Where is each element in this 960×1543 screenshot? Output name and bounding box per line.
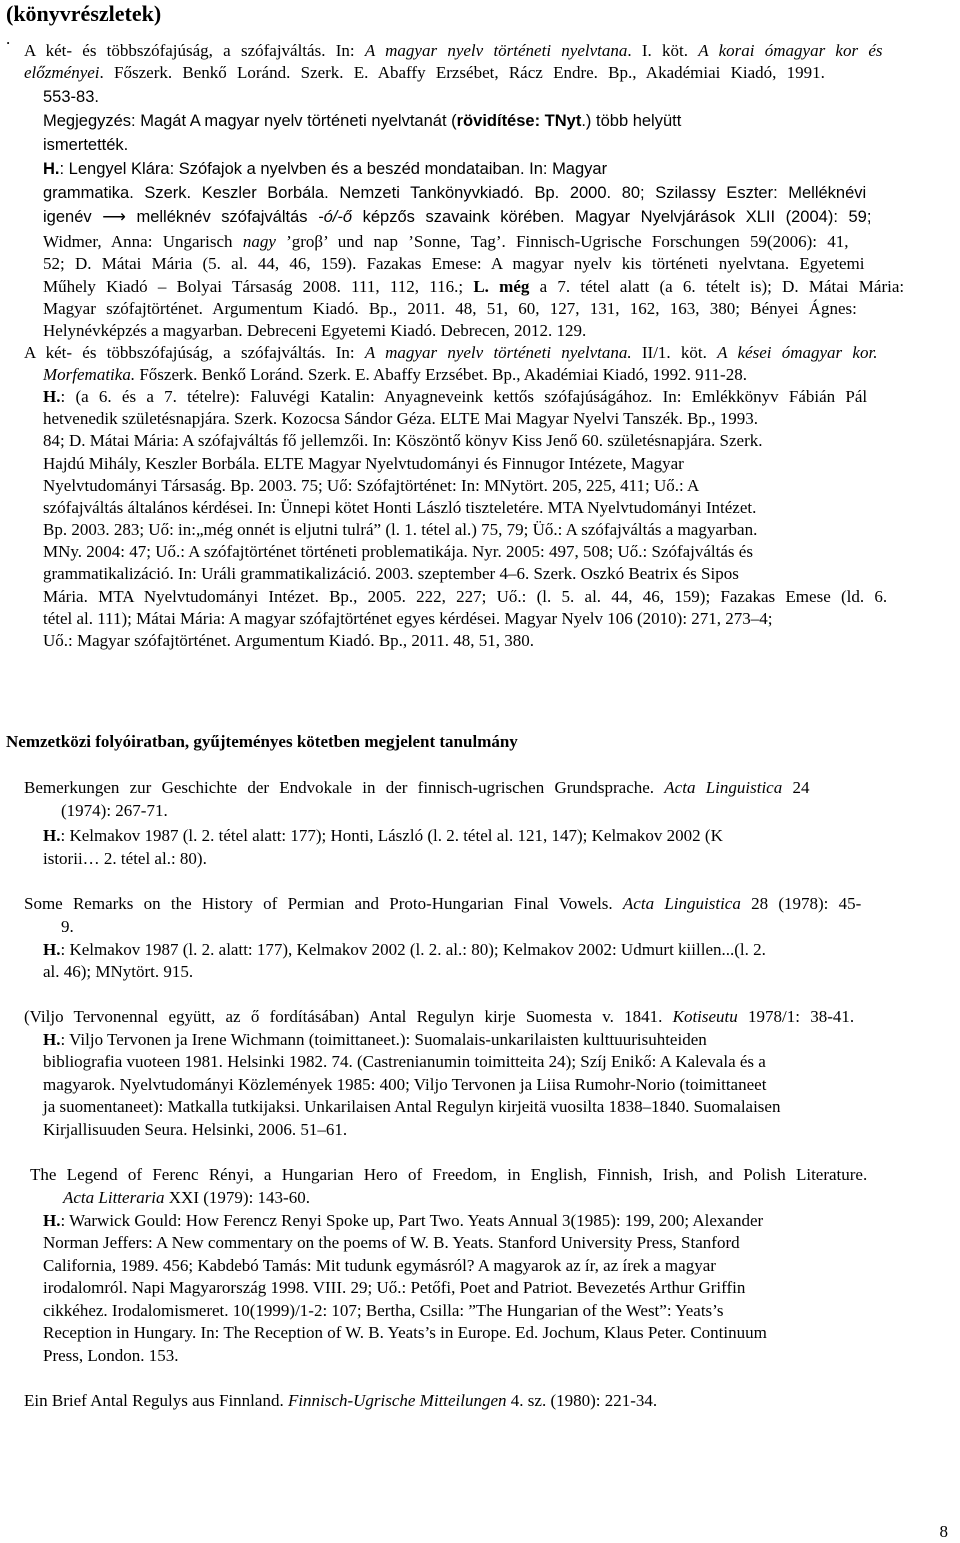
section-title: Nemzetközi folyóiratban, gyűjteményes kötetben megjelent tanulmány [6, 732, 518, 751]
text-line [43, 1345, 179, 1367]
text-segment: hetvenedik születésnapjára. Szerk. Kozocsa Sándor Géza. ELTE Mai Magyar Nyelvi Tanszék. Bp., 1993. [43, 409, 758, 428]
text-line [43, 630, 534, 652]
stray-dot: . [6, 29, 11, 48]
text-line [43, 364, 747, 386]
text-line [24, 40, 883, 62]
text-line [24, 777, 809, 799]
text-segment: tétel al. 111); Mátai Mária: A magyar szófajtörténet egyes kérdései. Magyar Nyelv 106 (2010): 271, 273–4; [43, 609, 773, 628]
text-segment: II/1. köt. [631, 343, 718, 362]
text-segment: Mária. MTA Nyelvtudományi Intézet. Bp., 2005. 222, 227; Uő.: (l. 5. al. 44, 46, 159); Fazakas Emese (ld. 6. [43, 587, 888, 606]
text-line [43, 276, 904, 298]
text-line [43, 939, 766, 961]
text-line [43, 1232, 740, 1254]
text-line [30, 1164, 867, 1186]
text-line [43, 1322, 767, 1344]
page-heading: (könyvrészletek) [6, 1, 162, 26]
text-line [43, 586, 887, 608]
text-line [43, 825, 723, 847]
text-segment: : Kelmakov 1987 (l. 2. alatt: 177), Kelmakov 2002 (l. 2. al.: 80); Kelmakov 2002: Udmurt kiillen...(l. 2. [60, 940, 766, 959]
text-line [43, 1029, 707, 1051]
text-segment: 24 [782, 778, 810, 797]
italic-text: -ó/-ő [318, 208, 353, 226]
italic-text: A magyar nyelv történeti nyelvtana [364, 41, 628, 60]
text-line [43, 497, 756, 519]
text-segment: istorii… 2. tétel al.: 80). [43, 849, 207, 868]
text-segment: képzős szavaink körében. Magyar Nyelvjárások XLII (2004): 59; [352, 208, 872, 226]
text-segment: Főszerk. Benkő Loránd. Szerk. E. Abaffy Erzsébet. Bp., Akadémiai Kiadó, 1992. 911-28. [135, 365, 747, 384]
text-segment: Ein Brief Antal Regulys aus Finnland. [24, 1391, 288, 1410]
text-line [43, 231, 849, 253]
text-segment: Magyar szófajtörténet. Argumentum Kiadó. Bp., 2011. 48, 51, 60, 127, 131, 162, 163, 380; Bényei Ágnes: [43, 299, 857, 318]
text-segment: ’groβ’ und nap ’Sonne, Tag’. Finnisch-Ugrische Forschungen 59(2006): 41, [275, 232, 849, 251]
text-segment: bibliografia vuoteen 1981. Helsinki 1982. 74. (Castrenianumin toimitteita 24); Szíj Enikő: A Kalevala és a [43, 1052, 766, 1071]
text-segment: XXI (1979): 143-60. [164, 1188, 310, 1207]
text-segment: California, 1989. 456; Kabdebó Tamás: Mit tudunk egymásról? A magyarok az ír, az írek a magyar [43, 1256, 716, 1275]
bold-text: L. még [473, 277, 530, 296]
text-line [43, 1300, 724, 1322]
text-segment: Widmer, Anna: Ungarisch [43, 232, 243, 251]
text-line [43, 253, 864, 275]
text-segment: ismertették. [43, 136, 129, 154]
text-segment: : Viljo Tervonen ja Irene Wichmann (toimittaneet.): Suomalais-unkarilaisten kulttuurisuhteiden [60, 1030, 707, 1049]
text-segment: . I. köt. [627, 41, 699, 60]
italic-text: Acta Linguistica [664, 778, 783, 797]
italic-text: előzményei [24, 63, 100, 82]
text-line [24, 1006, 854, 1028]
text-line [43, 1210, 763, 1232]
text-line [43, 134, 128, 156]
text-segment: 9. [61, 917, 74, 936]
text-line [43, 86, 99, 108]
text-segment: igenév ⟶ melléknév szófajváltás [43, 208, 319, 226]
text-line [43, 1096, 780, 1118]
text-line [24, 893, 861, 915]
italic-text: Morfematika. [43, 365, 136, 384]
italic-text: Acta Linguistica [622, 894, 741, 913]
text-segment: . Főszerk. Benkő Loránd. Szerk. E. Abaffy Erzsébet, Rácz Endre. Bp., Akadémiai Kiadó, 1991. [99, 63, 825, 82]
bold-text: H. [43, 160, 60, 178]
text-segment: : (a 6. és a 7. tételre): Faluvégi Katalin: Anyagneveink kettős szófajúságához. In: Emlékkönyv Fábián Pál [60, 387, 868, 406]
bold-text: H. [43, 1030, 61, 1049]
text-line [43, 1119, 347, 1141]
text-segment: Uő.: Magyar szófajtörténet. Argumentum Kiadó. Bp., 2011. 48, 51, 380. [43, 631, 535, 650]
text-segment: .) több helyütt [581, 112, 682, 130]
text-line [43, 1277, 745, 1299]
text-line [61, 916, 74, 938]
text-line [43, 298, 857, 320]
text-segment: : Lengyel Klára: Szófajok a nyelvben és a beszéd mondataiban. In: Magyar [59, 160, 608, 178]
italic-text: Finnisch-Ugrische Mitteilungen [287, 1391, 507, 1410]
text-line [43, 206, 871, 228]
bold-text: H. [43, 826, 61, 845]
text-line [43, 453, 684, 475]
text-segment: Bemerkungen zur Geschichte der Endvokale in der finnisch-ugrischen Grundsprache. [24, 778, 665, 797]
text-line [43, 475, 699, 497]
text-line [24, 342, 877, 364]
text-segment: al. 46); MNytört. 915. [43, 962, 194, 981]
italic-text: Acta Litteraria [63, 1188, 165, 1207]
text-segment: : Kelmakov 1987 (l. 2. tétel alatt: 177); Honti, László (l. 2. tétel al. 121, 147); Kelmakov 2002 (K [60, 826, 723, 845]
text-segment: szófajváltás általános kérdései. In: Ünnepi kötet Honti László tiszteletére. MTA Nyelvtudományi Intézet. [43, 498, 757, 517]
text-segment: A két- és többszófajúság, a szófajváltás. In: [24, 343, 365, 362]
text-line [43, 1255, 716, 1277]
italic-text: Kotiseutu [672, 1007, 738, 1026]
text-line [43, 110, 681, 132]
text-segment: Press, London. 153. [43, 1346, 179, 1365]
text-segment: Műhely Kiadó – Bolyai Társaság 2008. 111, 112, 116.; [43, 277, 474, 296]
text-line [63, 1187, 310, 1209]
text-line [43, 608, 773, 630]
text-segment: a 7. tétel alatt (a 6. tételt is); D. Mátai Mária: [529, 277, 905, 296]
text-segment: 84; D. Mátai Mária: A szófajváltás fő jellemzői. In: Köszöntő könyv Kiss Jenő 60. születésnapjára. Szerk. [43, 431, 763, 450]
text-segment: A két- és többszófajúság, a szófajváltás. In: [24, 41, 365, 60]
page-number: 8 [939, 1522, 948, 1541]
text-segment: grammatika. Szerk. Keszler Borbála. Nemzeti Tankönyvkiadó. Bp. 2000. 80; Szilassy Eszter: Melléknévi [43, 184, 867, 202]
text-segment: Some Remarks on the History of Permian and Proto-Hungarian Final Vowels. [24, 894, 623, 913]
italic-text: A korai ómagyar kor és [698, 41, 883, 60]
text-segment: (Viljo Tervonennal együtt, az ő fordításában) Antal Regulyn kirje Suomesta v. 1841. [24, 1007, 673, 1026]
text-segment: ja suomentaneet): Matkalla tutkijaksi. Unkarilaisen Antal Regulyn kirjeitä vuosilta 1838–1840. Suomalaisen [43, 1097, 781, 1116]
text-line [43, 961, 193, 983]
text-line [43, 408, 758, 430]
text-line [43, 430, 763, 452]
text-segment: MNy. 2004: 47; Uő.: A szófajtörténet történeti problematikája. Nyr. 2005: 497, 508; Uő.: Szófajváltás és [43, 542, 753, 561]
italic-text: A magyar nyelv történeti nyelvtana. [364, 343, 632, 362]
text-line [43, 519, 757, 541]
bold-text: H. [43, 1211, 61, 1230]
text-line [43, 320, 586, 342]
text-segment: The Legend of Ferenc Rényi, a Hungarian Hero of Freedom, in English, Finnish, Irish, and Polish Literature. [30, 1165, 868, 1184]
text-segment: Helynévképzés a magyarban. Debreceni Egyetemi Kiadó. Debrecen, 2012. 129. [43, 321, 587, 340]
text-segment: Kirjallisuuden Seura. Helsinki, 2006. 51–61. [43, 1120, 348, 1139]
text-segment: 553-83. [43, 88, 99, 106]
text-line [43, 563, 739, 585]
text-line [43, 541, 753, 563]
text-line [43, 1074, 766, 1096]
text-segment: Nyelvtudományi Társaság. Bp. 2003. 75; Uő: Szófajtörténet: In: MNytört. 205, 225, 411; Uő.: A [43, 476, 700, 495]
text-line [43, 182, 866, 204]
text-segment: 4. sz. (1980): 221-34. [506, 1391, 658, 1410]
text-segment: Hajdú Mihály, Keszler Borbála. ELTE Magyar Nyelvtudományi és Finnugor Intézete, Magyar [43, 454, 684, 473]
italic-text: nagy [242, 232, 276, 251]
text-segment: grammatikalizáció. In: Uráli grammatikalizáció. 2003. szeptember 4–6. Szerk. Oszkó Beatrix és Sipos [43, 564, 739, 583]
text-segment: 1978/1: 38-41. [737, 1007, 855, 1026]
text-segment: irodalomról. Napi Magyarország 1998. VIII. 29; Uő.: Petőfi, Poet and Patriot. Bevezetés Arthur Griffin [43, 1278, 746, 1297]
text-line [24, 1390, 657, 1412]
text-segment: 28 (1978): 45- [740, 894, 862, 913]
text-segment: magyarok. Nyelvtudományi Közlemények 1985: 400; Viljo Tervonen ja Liisa Rumohr-Norio (toimittaneet [43, 1075, 767, 1094]
text-segment: Norman Jeffers: A New commentary on the poems of W. B. Yeats. Stanford University Press, Stanford [43, 1233, 740, 1252]
text-segment: 52; D. Mátai Mária (5. al. 44, 46, 159). Fazakas Emese: A magyar nyelv kis történeti nyelvtana. Egyetemi [43, 254, 865, 273]
bold-text: H. [43, 387, 61, 406]
text-segment: cikkéhez. Irodalomismeret. 10(1999)/1-2: 107; Bertha, Csilla: ”The Hungarian of the West”: Yeats’s [43, 1301, 724, 1320]
text-line [24, 62, 825, 84]
text-line [61, 800, 168, 822]
italic-text: A kései ómagyar kor. [717, 343, 878, 362]
text-segment: : Warwick Gould: How Ferencz Renyi Spoke up, Part Two. Yeats Annual 3(1985): 199, 200; Alexander [60, 1211, 764, 1230]
text-segment: Bp. 2003. 283; Uő: in:„még onnét is eljutni tulrá” (l. 1. tétel al.) 75, 79; Üő.: A szófajváltás a magyarban. [43, 520, 758, 539]
text-segment: (1974): 267-71. [61, 801, 168, 820]
bold-text: H. [43, 940, 61, 959]
text-line [43, 1051, 766, 1073]
text-line [43, 386, 867, 408]
text-line [43, 848, 207, 870]
text-line [43, 158, 607, 180]
text-segment: Reception in Hungary. In: The Reception of W. B. Yeats’s in Europe. Ed. Jochum, Klaus Peter. Continuum [43, 1323, 767, 1342]
text-segment: Megjegyzés: Magát A magyar nyelv történeti nyelvtanát ( [43, 112, 457, 130]
bold-text: rövidítése: TNyt [456, 112, 582, 130]
